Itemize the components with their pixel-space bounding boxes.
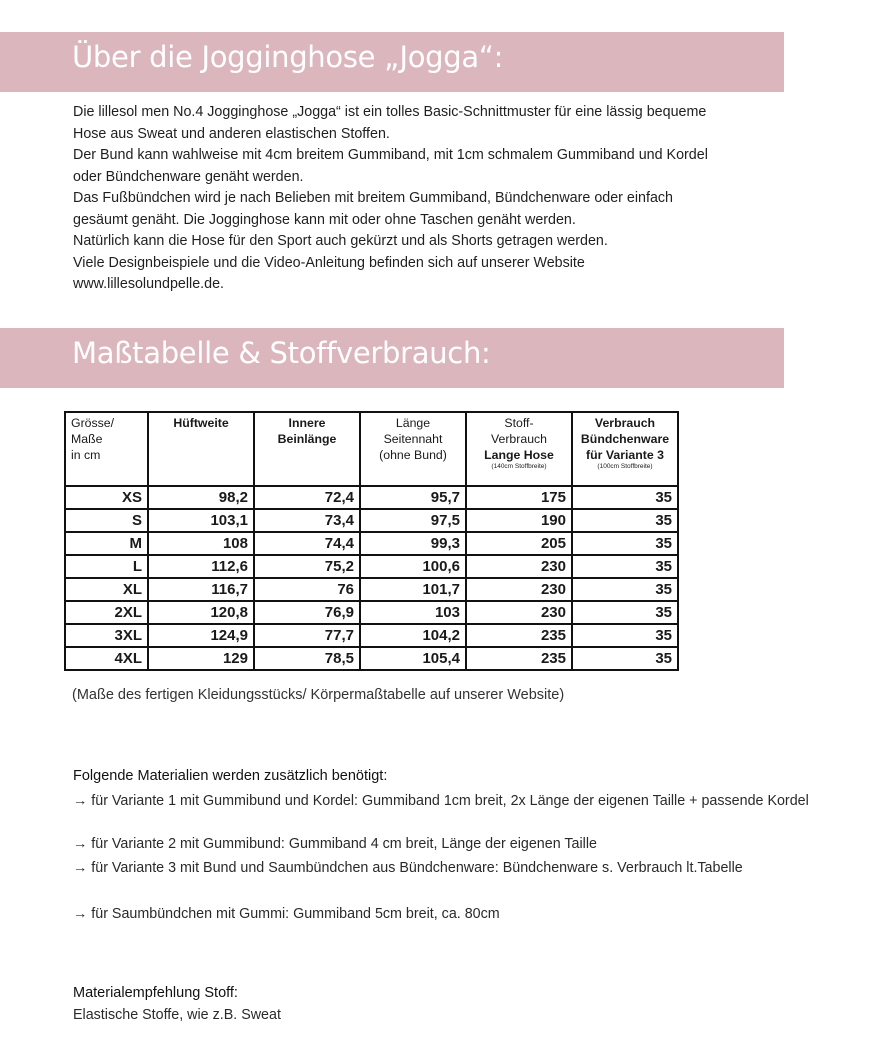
section-title-about: Über die Jogginghose „Jogga“: — [72, 40, 504, 74]
value-cell: 124,9 — [148, 624, 254, 647]
website-link[interactable]: www.lillesolundpelle.de. — [73, 276, 224, 292]
value-cell: 108 — [148, 532, 254, 555]
value-cell: 76 — [254, 578, 360, 601]
value-cell: 230 — [466, 578, 572, 601]
value-cell: 104,2 — [360, 624, 466, 647]
value-cell: 99,3 — [360, 532, 466, 555]
table-note: (Maße des fertigen Kleidungsstücks/ Körpermaßtabelle auf unserer Website) — [72, 687, 565, 703]
size-label-cell: M — [65, 532, 148, 555]
header-text: Grösse/ — [71, 416, 115, 430]
header-text: Verbrauch — [490, 432, 548, 446]
table-row — [65, 624, 678, 647]
header-text: Innere — [288, 416, 326, 430]
header-text: Verbrauch — [594, 416, 656, 430]
value-cell: 35 — [572, 532, 678, 555]
value-cell: 35 — [572, 601, 678, 624]
value-cell: 77,7 — [254, 624, 360, 647]
table-row — [65, 578, 678, 601]
size-label-cell: 2XL — [65, 601, 148, 624]
table-header-row — [65, 412, 678, 486]
about-line: Das Fußbündchen wird je nach Belieben mit breitem Gummiband, Bündchenware oder einfach — [73, 190, 674, 206]
materials-item: → für Variante 1 mit Gummibund und Kordel: Gummiband 1cm breit, 2x Länge der eigenen Taille + passende Kordel — [73, 793, 809, 809]
value-cell: 112,6 — [148, 555, 254, 578]
section-banner-about — [0, 32, 784, 92]
header-size — [65, 412, 148, 486]
header-text: Stoff- — [504, 416, 534, 430]
materials-item: → für Variante 3 mit Bund und Saumbündchen aus Bündchenware: Bündchenware s. Verbrauch lt.Tabelle — [73, 860, 743, 876]
about-line: Hose aus Sweat und anderen elastischen Stoffen. — [73, 125, 390, 142]
value-cell: 98,2 — [148, 486, 254, 509]
size-table — [64, 411, 679, 671]
value-cell: 230 — [466, 555, 572, 578]
size-label-cell: XL — [65, 578, 148, 601]
table-row — [65, 486, 678, 509]
size-label-cell: 4XL — [65, 647, 148, 670]
value-cell: 35 — [572, 578, 678, 601]
section-banner-size-table — [0, 328, 784, 388]
size-label-cell: 3XL — [65, 624, 148, 647]
value-cell: 95,7 — [360, 486, 466, 509]
header-text: Maße — [71, 432, 103, 446]
fabric-title: Materialempfehlung Stoff: — [73, 985, 238, 1001]
value-cell: 205 — [466, 532, 572, 555]
value-cell: 74,4 — [254, 532, 360, 555]
value-cell: 235 — [466, 624, 572, 647]
table-row — [65, 601, 678, 624]
header-text: (ohne Bund) — [379, 448, 447, 462]
header-text: Länge — [395, 416, 431, 430]
materials-item: → für Variante 2 mit Gummibund: Gummiband 4 cm breit, Länge der eigenen Taille — [73, 836, 597, 852]
table-row — [65, 532, 678, 555]
header-text: für Variante 3 — [586, 448, 664, 462]
value-cell: 101,7 — [360, 578, 466, 601]
table-row — [65, 647, 678, 670]
size-label-cell: XS — [65, 486, 148, 509]
header-text: Bündchenware — [580, 432, 670, 446]
header-text: Hüftweite — [173, 416, 229, 430]
value-cell: 100,6 — [360, 555, 466, 578]
about-line: Der Bund kann wahlweise mit 4cm breitem Gummiband, mit 1cm schmalem Gummiband und Kordel — [73, 147, 708, 163]
value-cell: 103,1 — [148, 509, 254, 532]
value-cell: 175 — [466, 486, 572, 509]
size-table-body — [65, 486, 678, 670]
table-row — [65, 555, 678, 578]
value-cell: 190 — [466, 509, 572, 532]
value-cell: 35 — [572, 509, 678, 532]
about-line: Viele Designbeispiele und die Video-Anleitung befinden sich auf unserer Website — [73, 254, 585, 271]
value-cell: 235 — [466, 647, 572, 670]
about-paragraph — [73, 102, 708, 296]
value-cell: 230 — [466, 601, 572, 624]
value-cell: 129 — [148, 647, 254, 670]
value-cell: 116,7 — [148, 578, 254, 601]
header-fabric-usage — [466, 412, 572, 486]
value-cell: 103 — [360, 601, 466, 624]
value-cell: 97,5 — [360, 509, 466, 532]
about-line: gesäumt genäht. Die Jogginghose kann mit oder ohne Taschen genäht werden. — [73, 211, 576, 228]
table-row — [65, 509, 678, 532]
value-cell: 35 — [572, 486, 678, 509]
about-line: Die lillesol men No.4 Jogginghose „Jogga“ ist ein tolles Basic-Schnittmuster für eine lässig bequeme — [73, 104, 707, 120]
materials-title: Folgende Materialien werden zusätzlich benötigt: — [73, 768, 388, 784]
header-text: Lange Hose — [484, 448, 554, 462]
size-label-cell: S — [65, 509, 148, 532]
header-text: in cm — [71, 448, 101, 462]
header-inseam — [254, 412, 360, 486]
value-cell: 105,4 — [360, 647, 466, 670]
value-cell: 76,9 — [254, 601, 360, 624]
value-cell: 120,8 — [148, 601, 254, 624]
section-title-size-table: Maßtabelle & Stoffverbrauch: — [72, 336, 491, 370]
header-small-text: (140cm Stoffbreite) — [491, 463, 547, 470]
header-hip — [148, 412, 254, 486]
header-cuff-usage — [572, 412, 678, 486]
value-cell: 72,4 — [254, 486, 360, 509]
materials-item: → für Saumbündchen mit Gummi: Gummiband 5cm breit, ca. 80cm — [73, 906, 500, 922]
header-text: Beinlänge — [277, 432, 337, 446]
value-cell: 73,4 — [254, 509, 360, 532]
value-cell: 78,5 — [254, 647, 360, 670]
about-line: Natürlich kann die Hose für den Sport auch gekürzt und als Shorts getragen werden. — [73, 233, 608, 249]
header-text: Seitennaht — [383, 432, 443, 446]
about-line: oder Bündchenware genäht werden. — [73, 168, 304, 185]
value-cell: 35 — [572, 624, 678, 647]
header-small-text: (100cm Stoffbreite) — [597, 463, 653, 470]
size-label-cell: L — [65, 555, 148, 578]
header-side-seam — [360, 412, 466, 486]
value-cell: 35 — [572, 647, 678, 670]
value-cell: 75,2 — [254, 555, 360, 578]
value-cell: 35 — [572, 555, 678, 578]
fabric-text: Elastische Stoffe, wie z.B. Sweat — [73, 1007, 281, 1023]
